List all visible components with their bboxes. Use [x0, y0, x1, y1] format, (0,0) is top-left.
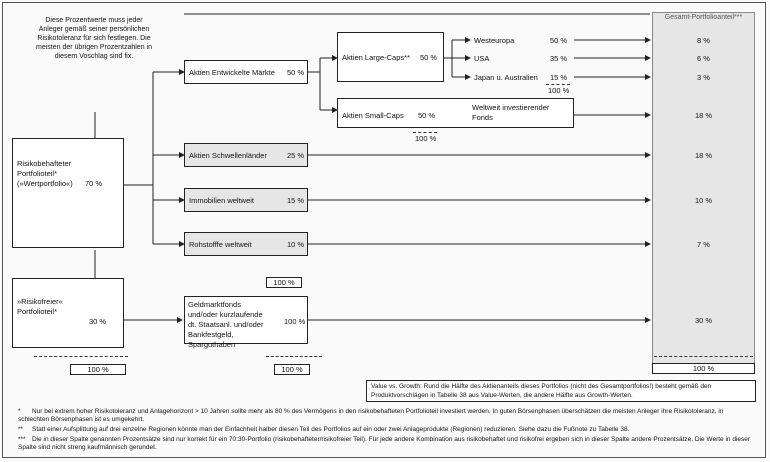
- portfolio-total: 100 %: [652, 363, 755, 374]
- smallcaps-pct: 50 %: [418, 111, 436, 120]
- intro-note: Diese Prozentwerte muss jeder Anleger gemäß seiner persönlichen Risikotoleranz für sich festlegen. Die meisten der übrigen Prozentzahlen in diesem Voschlag sind fix.: [36, 17, 152, 60]
- money-sum-line: [266, 356, 322, 357]
- caps-total: 100 %: [415, 134, 437, 143]
- largecaps-pct: 50 %: [420, 53, 438, 62]
- smallcaps-fund: Weltweit investierender Fonds: [472, 103, 550, 122]
- footnote-1-text: Nur bei extrem hoher Risikotoleranz und Anlagehorizont > 10 Jahren sollte mehr als 80 % des Vermögens in den risikobehafteten Portfolioteil investiert werden. In guten Börsenphasen überschätzen die meisten Anleger ihre Risikotoleranz, in schlechten Börsenphasen ist es umgekehrt.: [18, 408, 724, 423]
- money-total: 100 %: [274, 364, 310, 375]
- largecaps-label: Aktien Large-Caps**: [342, 53, 410, 62]
- emerging-label: Aktien Schwellenländer: [189, 151, 267, 160]
- footnote-2-text: Statt einer Aufsplittung auf drei einzelne Regionen könnte man der Einfachheit halber diesen Teil des Portfolios auf ein oder zwei Anlageprodukte (Regionen) reduzieren. Siehe dazu die Fußnote zu Tabelle 38.: [32, 426, 630, 433]
- share-smallcaps: 18 %: [694, 111, 713, 120]
- assets-total: 100 %: [266, 277, 302, 288]
- footnote-2-mark: **: [18, 426, 24, 433]
- share-safe: 30 %: [694, 316, 713, 325]
- share-commodities: 7 %: [697, 240, 710, 249]
- safe-label: »Risikofreier« Portfolioteil*: [17, 297, 63, 316]
- largecaps-box: [337, 32, 444, 82]
- share-usa: 6 %: [697, 54, 710, 63]
- footnote-1-mark: *: [18, 408, 21, 415]
- safe-portion-box: [12, 278, 124, 348]
- developed-label: Aktien Entwickelte Märkte: [189, 68, 275, 77]
- money-pct: 100 %: [284, 317, 306, 326]
- risky-portion-box: [12, 138, 124, 248]
- emerging-box: [184, 143, 308, 167]
- realestate-pct: 15 %: [287, 196, 305, 205]
- commodities-label: Rohstofffe weltweit: [189, 240, 252, 249]
- column-header: Gesamt-Portfolioanteil***: [664, 14, 743, 21]
- risky-label: Risikobehafteter Portfolioteil* (»Wertportfolio«): [17, 159, 73, 188]
- footnote-3-text: Die in dieser Spalte genannten Prozentsätze sind nur korrekt für ein 70:30-Portfolio (risikobehafteter/risikofreier Teil). Für jede andere Kombination aus risikobehaftet und risikofrei ergeben sich in dieser Spalte andere Prozentsätze. Die Werte in dieser Spalte sind nicht streng kaufmännisch gerundet.: [18, 436, 751, 451]
- money-market-box: [184, 296, 308, 349]
- regions-total: 100 %: [548, 86, 570, 95]
- risk-split-total: 100 %: [70, 364, 126, 375]
- safe-pct: 30 %: [89, 317, 107, 326]
- region-usa-label: USA: [474, 54, 490, 63]
- share-japan: 3 %: [697, 73, 710, 82]
- share-realestate: 10 %: [694, 196, 713, 205]
- risk-split-sum-line: [34, 356, 128, 357]
- region-japan-pct: 15 %: [550, 73, 568, 82]
- footnote-3-mark: ***: [18, 436, 26, 443]
- footnote-1: [18, 408, 756, 424]
- realestate-box: [184, 188, 308, 212]
- commodities-box: [184, 232, 308, 256]
- footnote-2: [18, 426, 756, 434]
- smallcaps-box: [337, 98, 574, 128]
- emerging-pct: 25 %: [287, 151, 305, 160]
- smallcaps-label: Aktien Small-Caps: [342, 111, 404, 120]
- region-japan-label: Japan u. Australien: [474, 73, 538, 82]
- developed-pct: 50 %: [287, 68, 305, 77]
- share-westeuropa: 8 %: [697, 36, 710, 45]
- portfolio-sum-line: [654, 356, 753, 357]
- regions-sum-line: [546, 84, 570, 85]
- risky-pct: 70 %: [85, 179, 103, 188]
- value-growth-note: Value vs. Growth: Rund die Hälfte des Aktienanteils dieses Portfolios (nicht des Gesamtportfolios!) besteht gemäß den Produktvorschlägen in Tabelle 38 aus Value-Werten, die andere Hälfte aus Growth-Werten.: [366, 380, 756, 402]
- realestate-label: Immobilien weltweit: [189, 196, 255, 205]
- footnote-3: [18, 436, 756, 452]
- share-emerging: 18 %: [694, 151, 713, 160]
- region-westeuropa-label: Westeuropa: [474, 36, 515, 45]
- money-label: Geldmarktfonds und/oder kurzlaufende dt. Staatsanl. und/oder Bankfestgeld, Sparguthaben: [188, 300, 264, 349]
- caps-sum-line: [413, 132, 437, 133]
- region-usa-pct: 35 %: [550, 54, 568, 63]
- commodities-pct: 10 %: [287, 240, 305, 249]
- developed-markets-box: [184, 60, 308, 84]
- region-westeuropa-pct: 50 %: [550, 36, 568, 45]
